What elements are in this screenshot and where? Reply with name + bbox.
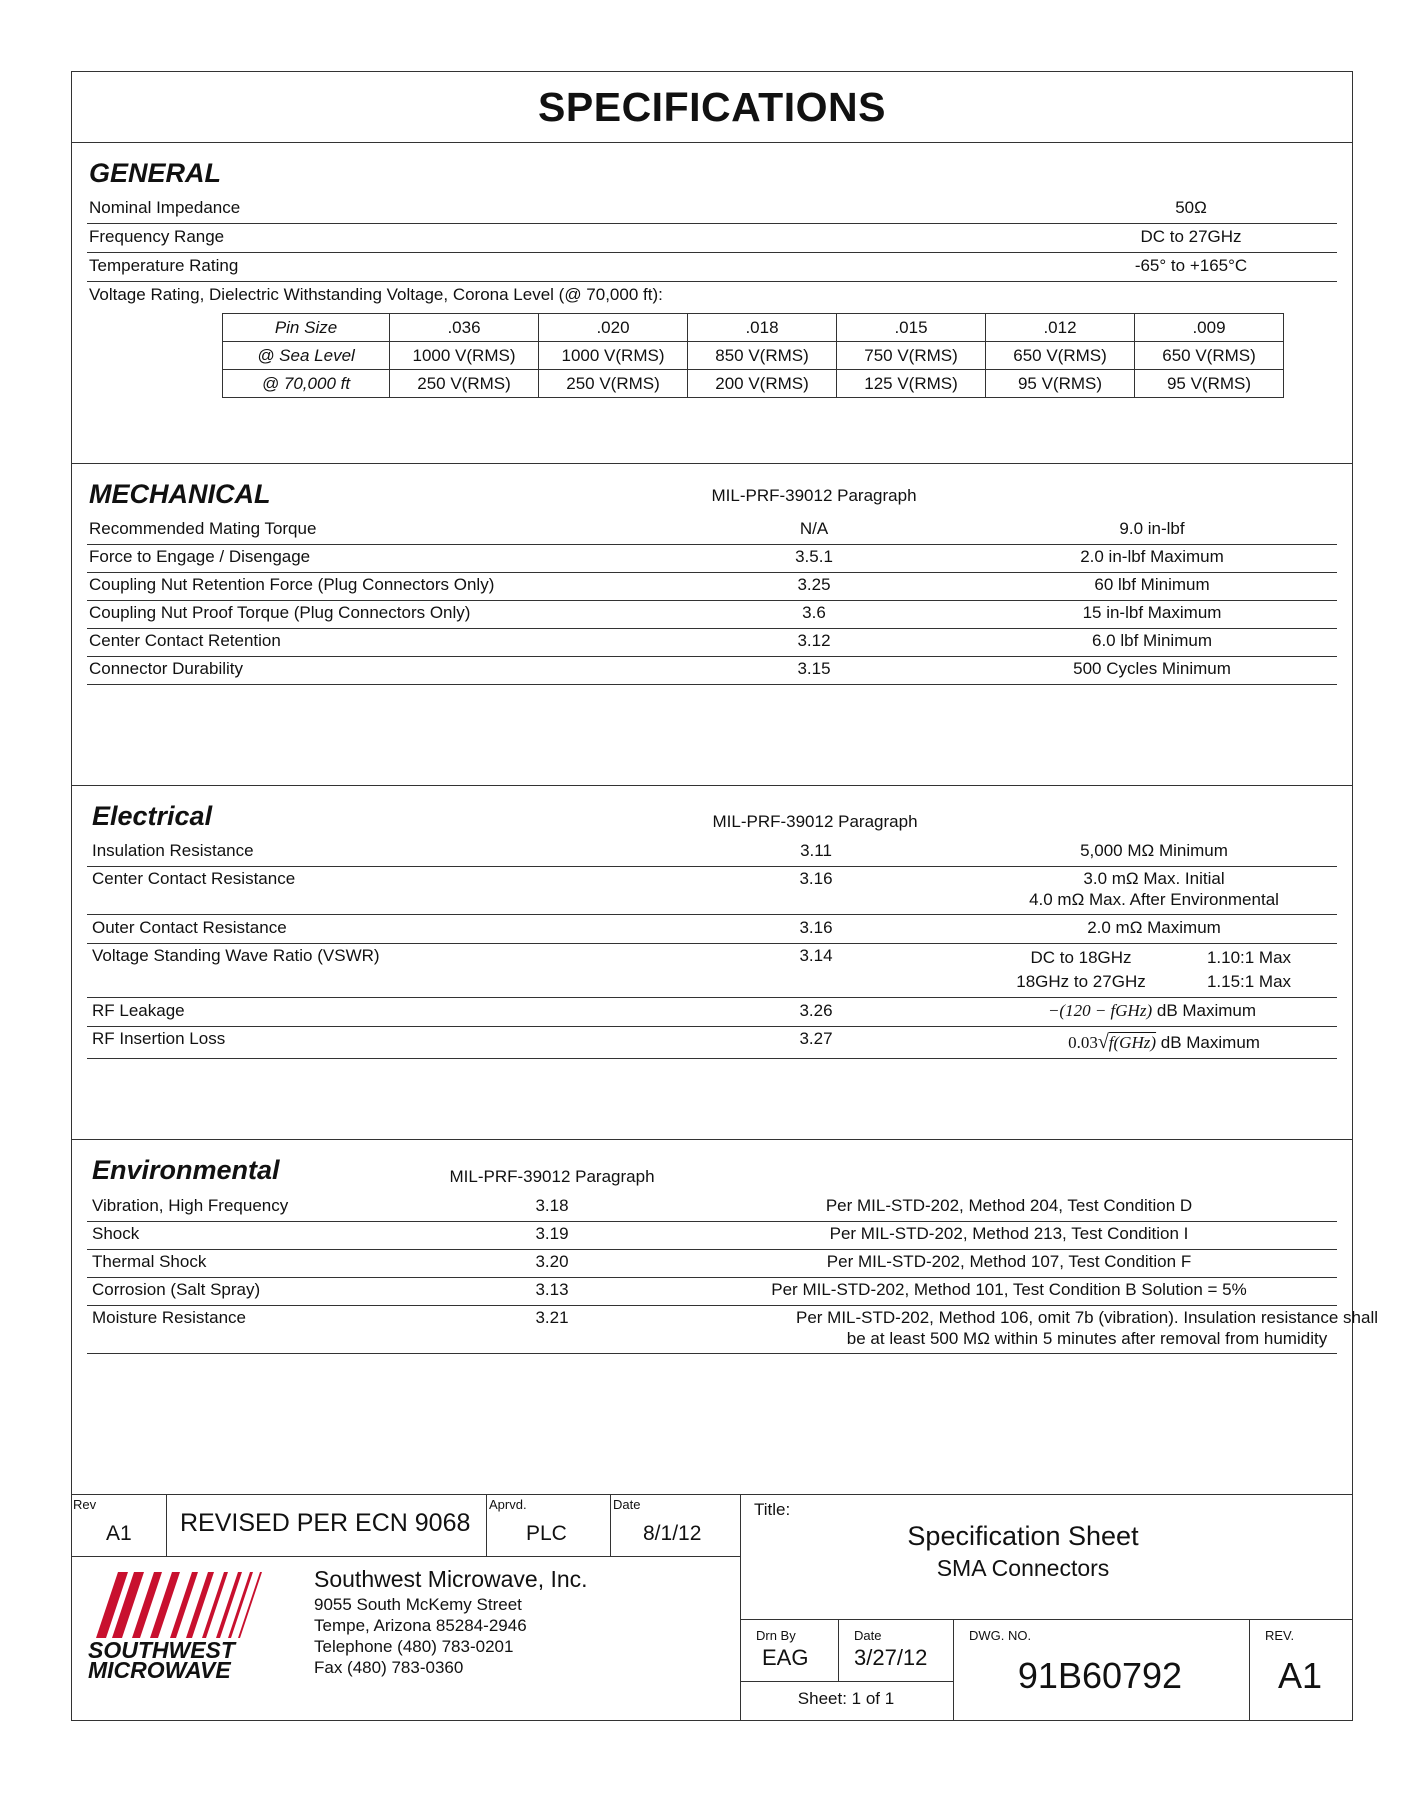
company-address-1: 9055 South McKemy Street [314,1595,522,1614]
spec-row: RF Insertion Loss 3.27 0.03√f(GHz) dB Maximum [87,1026,1337,1059]
voltage-table [222,313,1284,398]
date-label: Date [613,1497,641,1512]
spec-row: Coupling Nut Retention Force (Plug Connectors Only) 3.25 60 lbf Minimum [87,572,1337,601]
insertion-formula: f(GHz) [1108,1033,1157,1052]
company-logo [88,1568,268,1683]
spec-row: Connector Durability 3.15 500 Cycles Minimum [87,656,1337,685]
spec-row: Outer Contact Resistance 3.16 2.0 mΩ Maximum [87,915,1337,944]
spec-row: RF Leakage 3.26 −(120 − fGHz) dB Maximum [87,998,1337,1027]
leakage-formula: −(120 − fGHz) [1047,1001,1153,1020]
drn-date-value: 3/27/12 [854,1645,928,1670]
spec-row: Thermal Shock 3.20 Per MIL-STD-202, Method 107, Test Condition F [87,1249,1337,1278]
divider [71,142,1353,143]
spec-row: Vibration, High Frequency 3.18 Per MIL-STD-202, Method 204, Test Condition D [87,1193,1337,1222]
drn-value: EAG [762,1645,809,1670]
divider [71,463,1353,464]
spec-row: Force to Engage / Disengage 3.5.1 2.0 in-lbf Maximum [87,544,1337,573]
title-label: Title: [754,1500,791,1519]
company-name: Southwest Microwave, Inc. [314,1566,588,1592]
page-title: SPECIFICATIONS [538,84,886,130]
spec-row: Voltage Standing Wave Ratio (VSWR) 3.14 DC to 18GHz 1.10:1 Max 18GHz to 27GHz 1.15:1 Max [87,943,1337,998]
sheet-title: Specification Sheet [907,1521,1139,1551]
environmental-heading: Environmental [92,1155,280,1185]
spec-row: Moisture Resistance 3.21 Per MIL-STD-202, Method 106, omit 7b (vibration). Insulation resistance shall be at least 500 MΩ within 5 minutes after removal from humidity [87,1305,1337,1354]
revision-description: REVISED PER ECN 9068 [180,1509,471,1537]
logo-text: SOUTHWEST MICROWAVE [88,1637,235,1683]
aprvd-value: PLC [526,1522,567,1545]
paragraph-header: MIL-PRF-39012 Paragraph [711,486,917,505]
spec-row: Frequency Range DC to 27GHz [87,224,1337,253]
table-row: Pin Size .036 .020 .018 .015 .012 .009 [223,314,1284,342]
spec-row: Coupling Nut Proof Torque (Plug Connectors Only) 3.6 15 in-lbf Maximum [87,600,1337,629]
date-value: 8/1/12 [643,1522,702,1545]
table-row: @ Sea Level 1000 V(RMS) 1000 V(RMS) 850 V(RMS) 750 V(RMS) 650 V(RMS) 650 V(RMS) [223,342,1284,370]
spec-row: Recommended Mating Torque N/A 9.0 in-lbf [87,516,1337,545]
divider [71,1494,1353,1495]
voltage-caption: Voltage Rating, Dielectric Withstanding Voltage, Corona Level (@ 70,000 ft): [89,285,663,304]
aprvd-label: Aprvd. [489,1497,527,1512]
divider [71,1139,1353,1140]
sheet-subtitle: SMA Connectors [936,1555,1110,1581]
spec-row: Temperature Rating -65° to +165°C [87,253,1337,282]
spec-row: Center Contact Retention 3.12 6.0 lbf Minimum [87,628,1337,657]
paragraph-header: MIL-PRF-39012 Paragraph [449,1167,655,1186]
mechanical-heading: MECHANICAL [89,479,271,509]
spec-row: Nominal Impedance 50Ω [87,195,1337,224]
company-address-2: Tempe, Arizona 85284-2946 [314,1616,527,1635]
dwg-label: DWG. NO. [969,1628,1032,1643]
sheet-number: Sheet: 1 of 1 [797,1689,895,1708]
drn-date-label: Date [854,1628,882,1643]
general-heading: GENERAL [89,158,222,188]
rev-value: A1 [106,1522,132,1545]
divider [71,785,1353,786]
electrical-heading: Electrical [92,801,213,831]
company-phone: Telephone (480) 783-0201 [314,1637,514,1656]
sqrt-icon: √ [1097,1031,1109,1053]
company-fax: Fax (480) 783-0360 [314,1658,464,1677]
spec-row: Corrosion (Salt Spray) 3.13 Per MIL-STD-202, Method 101, Test Condition B Solution = 5% [87,1277,1337,1306]
paragraph-header: MIL-PRF-39012 Paragraph [712,812,918,831]
spec-row: Center Contact Resistance 3.16 3.0 mΩ Max. Initial 4.0 mΩ Max. After Environmental [87,866,1337,915]
table-row: @ 70,000 ft 250 V(RMS) 250 V(RMS) 200 V(RMS) 125 V(RMS) 95 V(RMS) 95 V(RMS) [223,370,1284,398]
rev-label: Rev [73,1497,97,1512]
rev-no-label: REV. [1265,1628,1295,1643]
drawing-number: 91B60792 [1017,1655,1183,1696]
drn-label: Drn By [756,1628,796,1643]
spec-row: Shock 3.19 Per MIL-STD-202, Method 213, Test Condition I [87,1221,1337,1250]
rev-no-value: A1 [1277,1655,1323,1696]
spec-row: Insulation Resistance 3.11 5,000 MΩ Minimum [87,838,1337,867]
